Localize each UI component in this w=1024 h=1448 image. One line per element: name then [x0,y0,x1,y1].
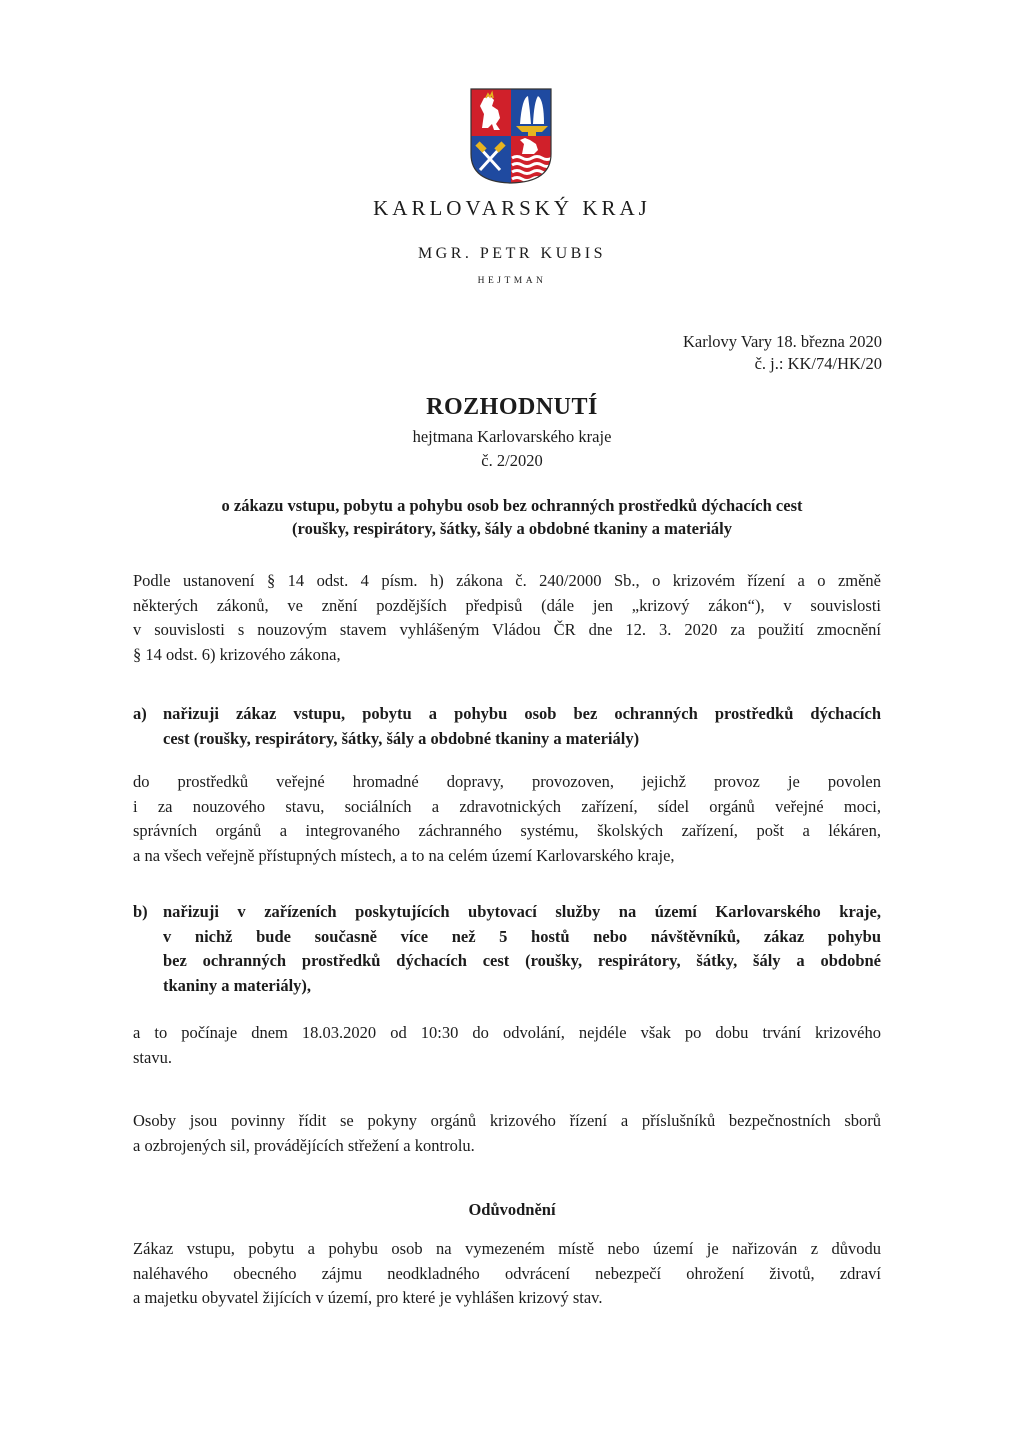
intro-paragraph [133,569,881,667]
subject-line: (roušky, respirátory, šátky, šály a obdobné tkaniny a materiály [292,519,732,538]
decision-issuer: hejtmana Karlovarského kraje [412,427,612,446]
item-marker: a) [133,704,147,723]
item-line: nařizuji v zařízeních poskytujících ubytovací služby na území Karlovarského kraje, [163,902,881,921]
paragraph-line: některých zákonů, ve znění pozdějších předpisů (dále jen „krizový zákon“), v souvislosti [133,595,881,615]
validity-paragraph [133,1021,881,1070]
paragraph-line: v souvislosti s nouzovým stavem vyhlášeným Vládou ČR dne 12. 3. 2020 za použití zmocnění [133,620,881,639]
place-date: Karlovy Vary 18. března 2020 [682,332,882,351]
region-name: KARLOVARSKÝ KRAJ [373,196,651,220]
decision-subject [0,494,1024,540]
paragraph-line: a ozbrojených sil, provádějících střežení a kontrolu. [133,1135,475,1155]
paragraph-line: a to počínaje dnem 18.03.2020 od 10:30 do odvolání, nejdéle však po dobu trvání krizového [133,1023,881,1042]
justification-heading: Odůvodnění [468,1200,556,1219]
item-line: tkaniny a materiály), [163,975,312,995]
subject-line: o zákazu vstupu, pobytu a pohybu osob bez ochranných prostředků dýchacích cest [221,496,803,515]
coat-of-arms-icon [470,88,552,184]
obligation-paragraph [133,1109,881,1158]
paragraph-line: do prostředků veřejné hromadné dopravy, provozoven, jejichž provoz je povolen [133,772,881,791]
paragraph-line: Zákaz vstupu, pobytu a pohybu osob na vymezeném místě nebo území je nařizován z důvodu [133,1239,881,1258]
official-name: MGR. PETR KUBIS [417,245,607,262]
paragraph-line: i za nouzového stavu, sociálních a zdravotnických zařízení, sídel orgánů veřejné moci, [133,796,881,816]
place-date-block [683,331,882,375]
paragraph-line: a majetku obyvatel žijících v území, pro které je vyhlášen krizový stav. [133,1288,603,1307]
item-marker: b) [133,902,148,921]
item-line: v nichž bude současně více než 5 hostů nebo návštěvníků, zákaz pohybu [163,926,881,946]
decision-subtitle [0,425,1024,473]
decision-title: ROZHODNUTÍ [426,394,598,420]
paragraph-line: naléhavého obecného zájmu neodkladného odvrácení nebezpečí ohrožení životů, zdraví [133,1263,881,1283]
paragraph-line: Osoby jsou povinny řídit se pokyny orgánů krizového řízení a příslušníků bezpečnostních sborů [133,1111,881,1130]
places-paragraph [133,770,881,868]
item-line: bez ochranných prostředků dýchacích cest (roušky, respirátory, šátky, šály a obdobné [163,951,881,970]
official-role: HEJTMAN [477,276,547,286]
item-line: cest (roušky, respirátory, šátky, šály a obdobné tkaniny a materiály) [163,728,640,748]
justification-paragraph [133,1237,881,1311]
reference-number: č. j.: KK/74/HK/20 [754,354,882,373]
paragraph-line: správních orgánů a integrovaného záchranného systému, školských zařízení, pošt a lékáren, [133,821,881,840]
paragraph-line: stavu. [133,1047,172,1067]
paragraph-line: a na všech veřejně přístupných místech, a to na celém území Karlovarského kraje, [133,845,675,865]
paragraph-line: Podle ustanovení § 14 odst. 4 písm. h) zákona č. 240/2000 Sb., o krizovém řízení a o změně [133,571,881,590]
paragraph-line: § 14 odst. 6) krizového zákona, [133,644,341,664]
decision-number: č. 2/2020 [481,451,543,470]
item-line: nařizuji zákaz vstupu, pobytu a pohybu osob bez ochranných prostředků dýchacích [163,704,881,723]
